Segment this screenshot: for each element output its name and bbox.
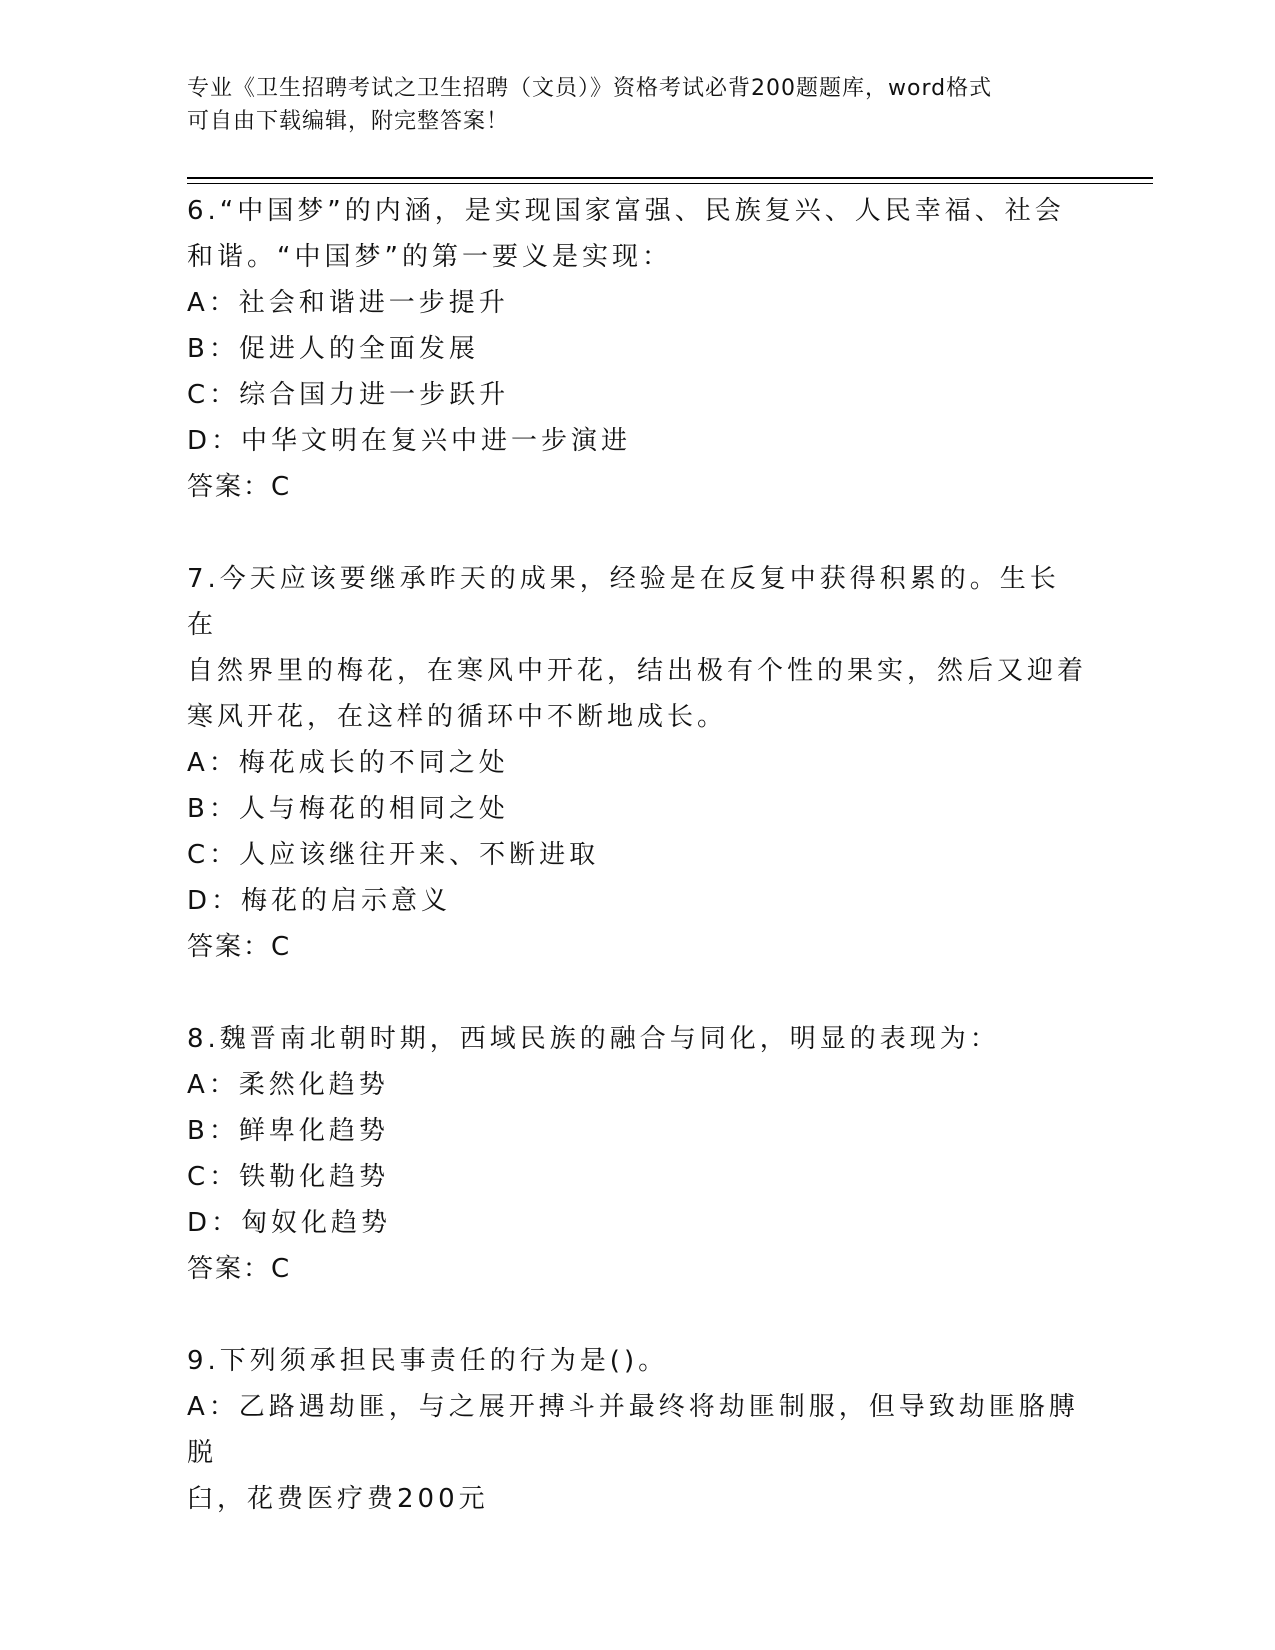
header-title-line-1: 专业《卫生招聘考试之卫生招聘（文员）》资格考试必背200题题库，word格式 [187,76,993,101]
question-9-option-a-line-1: A：乙路遇劫匪，与之展开搏斗并最终将劫匪制服，但导致劫匪胳膊脱 [187,1392,1079,1468]
question-7-stem-line-3: 寒风开花，在这样的循环中不断地成长。 [187,702,728,732]
question-9 [187,1338,1087,1522]
header-divider-thick [187,177,1153,179]
question-list [187,188,1087,1568]
question-6-option-d: D：中华文明在复兴中进一步演进 [187,426,632,456]
question-8-option-c: C：铁勒化趋势 [187,1162,390,1192]
question-8 [187,1016,1087,1292]
question-8-stem-line-1: 8.魏晋南北朝时期，西域民族的融合与同化，明显的表现为： [187,1024,1000,1054]
question-7-stem-line-2: 自然界里的梅花，在寒风中开花，结出极有个性的果实，然后又迎着 [187,656,1088,686]
question-7-option-b: B：人与梅花的相同之处 [187,794,509,824]
question-7-option-a: A：梅花成长的不同之处 [187,748,509,778]
question-8-option-b: B：鲜卑化趋势 [187,1116,389,1146]
question-6-option-c: C：综合国力进一步跃升 [187,380,510,410]
question-6-stem-line-1: 6.“中国梦”的内涵，是实现国家富强、民族复兴、人民幸福、社会 [187,196,1065,226]
question-8-answer: 答案：C [187,1254,292,1284]
question-9-stem-line-1: 9.下列须承担民事责任的行为是()。 [187,1346,669,1376]
question-7-stem-line-1: 7.今天应该要继承昨天的成果，经验是在反复中获得积累的。生长在 [187,564,1060,640]
document-header [187,72,1087,138]
question-7-answer: 答案：C [187,932,292,962]
question-6 [187,188,1087,510]
question-6-answer: 答案：C [187,472,292,502]
header-divider-thin [187,183,1153,184]
header-title-line-2: 可自由下载编辑，附完整答案！ [187,109,510,134]
question-6-option-b: B：促进人的全面发展 [187,334,479,364]
question-9-option-a-line-2: 臼，花费医疗费200元 [187,1484,489,1514]
question-8-option-d: D：匈奴化趋势 [187,1208,392,1238]
question-8-option-a: A：柔然化趋势 [187,1070,389,1100]
question-7-option-d: D：梅花的启示意义 [187,886,452,916]
question-7 [187,556,1087,970]
question-6-stem-line-2: 和谐。“中国梦”的第一要义是实现： [187,242,672,272]
question-7-option-c: C：人应该继往开来、不断进取 [187,840,600,870]
question-6-option-a: A：社会和谐进一步提升 [187,288,509,318]
